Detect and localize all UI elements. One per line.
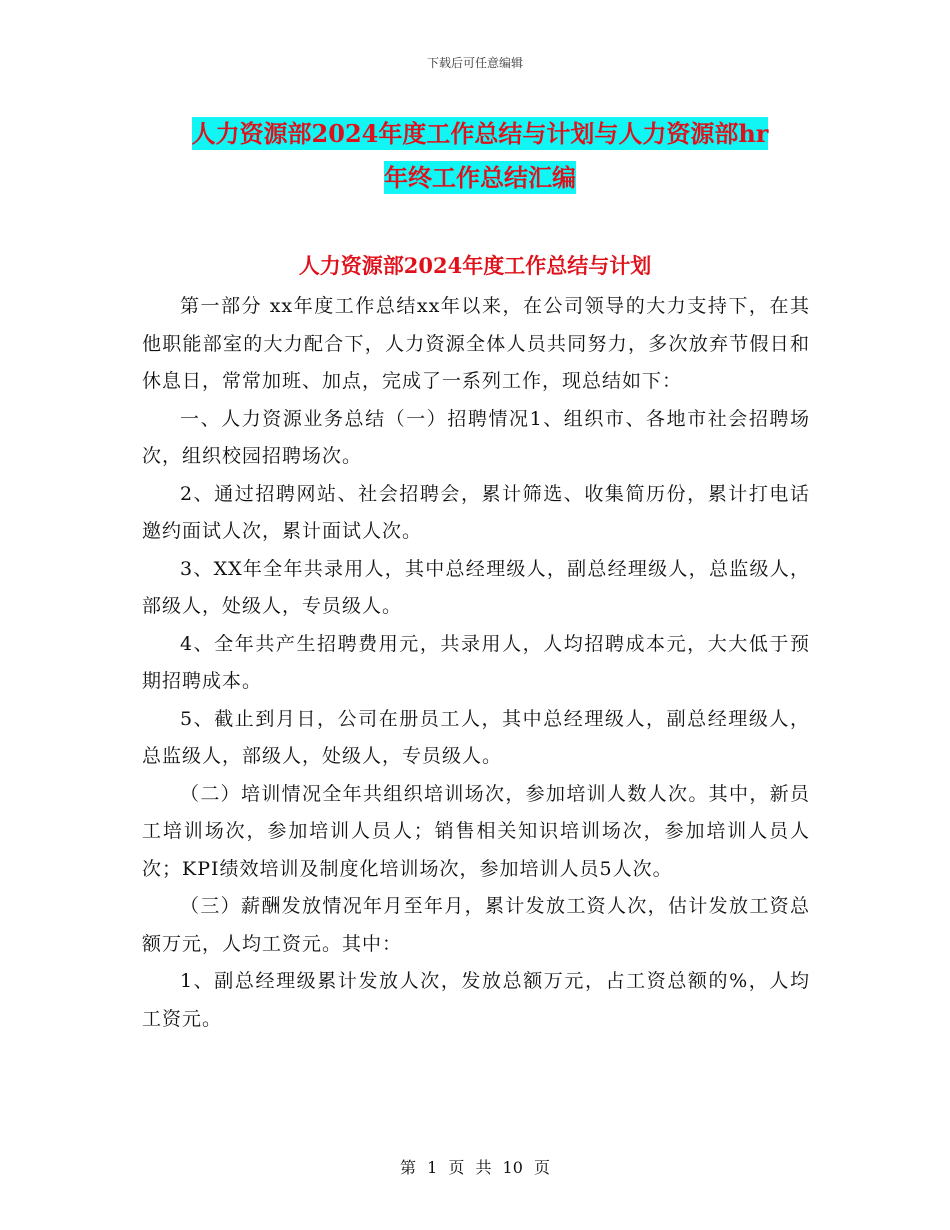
section-title: 人力资源部2024年度工作总结与计划 — [298, 253, 652, 278]
paragraph-6: 5、截止到月日，公司在册员工人，其中总经理级人，副总经理级人，总监级人，部级人，处级人，专员级人。 — [142, 707, 810, 767]
document-body — [142, 288, 810, 1038]
paragraph-9: 1、副总经理级累计发放人次，发放总额万元，占工资总额的%，人均工资元。 — [142, 970, 810, 1030]
paragraph-1: 第一部分 xx年度工作总结xx年以来，在公司领导的大力支持下，在其他职能部室的大力配合下，人力资源全体人员共同努力，多次放弃节假日和休息日，常常加班、加点，完成了一系列工作，现总结如下： — [142, 295, 810, 392]
paragraph-5: 4、全年共产生招聘费用元，共录用人，人均招聘成本元，大大低于预期招聘成本。 — [142, 632, 810, 692]
title-line-1: 人力资源部2024年度工作总结与计划与人力资源部hr — [191, 119, 769, 148]
page-footer: 第 1 页 共 10 页 — [400, 1158, 550, 1177]
paragraph-4: 3、XX年全年共录用人，其中总经理级人，副总经理级人，总监级人，部级人，处级人，专员级人。 — [142, 557, 810, 617]
paragraph-8: （三）薪酬发放情况年月至年月，累计发放工资人次，估计发放工资总额万元，人均工资元。其中： — [142, 895, 810, 955]
paragraph-3: 2、通过招聘网站、社会招聘会，累计筛选、收集简历份，累计打电话邀约面试人次，累计面试人次。 — [142, 482, 810, 542]
document-title — [140, 112, 820, 200]
paragraph-7: （二）培训情况全年共组织培训场次，参加培训人数人次。其中，新员工培训场次，参加培训人员人；销售相关知识培训场次，参加培训人员人次；KPI绩效培训及制度化培训场次，参加培训人员5人次。 — [142, 782, 810, 880]
paragraph-2: 一、人力资源业务总结（一）招聘情况1、组织市、各地市社会招聘场次，组织校园招聘场次。 — [142, 407, 810, 467]
header-note: 下载后可任意编辑 — [426, 56, 523, 70]
title-line-2: 年终工作总结汇编 — [384, 163, 576, 192]
